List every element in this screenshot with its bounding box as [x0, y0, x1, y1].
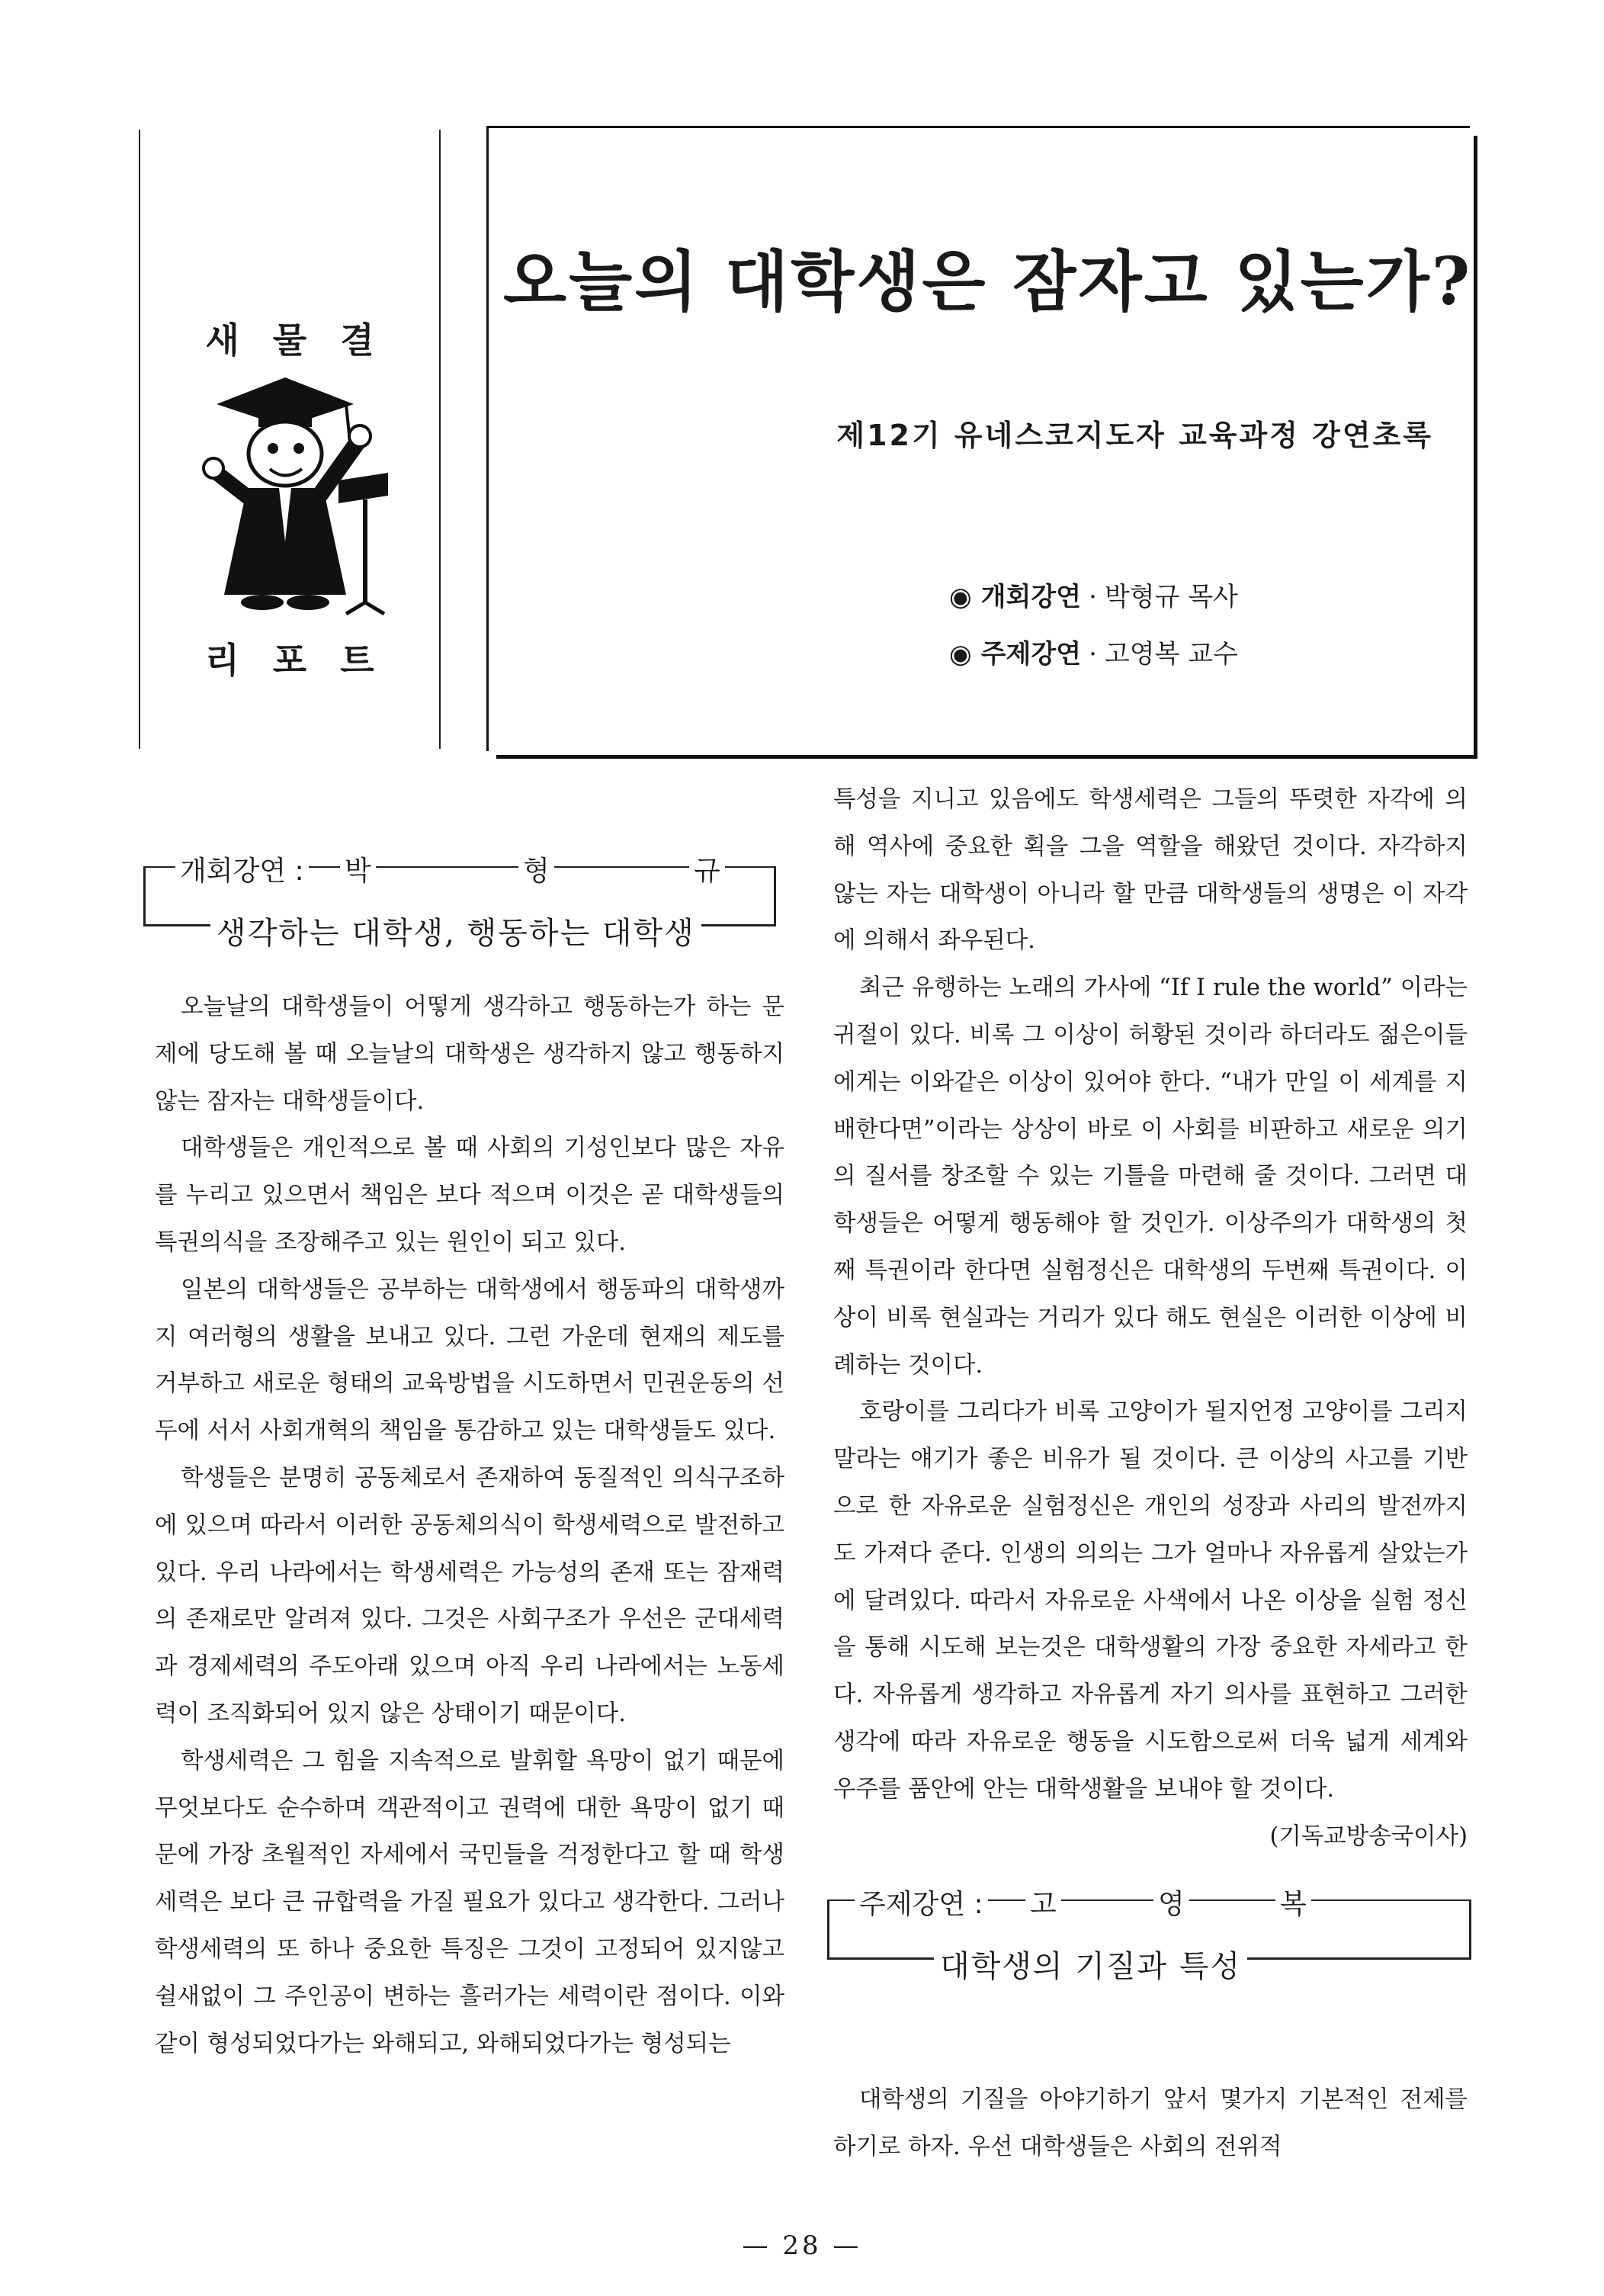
author-credit: (기독교방송국이사): [1269, 1822, 1468, 1850]
lecture-credit-keynote: [949, 633, 1238, 670]
lecture-credit-opening: [949, 576, 1238, 613]
lecture-person: 박형규 목사: [1104, 582, 1238, 612]
paragraph-text: 호랑이를 그리다가 비록 고양이가 될지언정 고양이를 그리지 말라는 얘기가 좋은 비유가 될 것이다. 큰 이상의 사고를 기반으로 한 자유로운 실험정신은 개인의 성장과 사리의 발전까지도 가져다 준다. 인생의 의의는 그가 얼마나 자유롭게 살았는가에 달려있다. 따라서 자유로운 사색에서 나온 이상을 실험 정신을 통해 시도해 보는것은 대학생활의 가장 중요한 자세라고 한다. 자유롭게 생각하고 자유롭게 자기 의사를 표현하고 그러한 생각에 따라 자유로운 행동을 시도함으로써 더욱 넓게 세계와 우주를 품안에 안는 대학생활을 보내야 할 것이다.: [833, 1398, 1468, 1803]
right-column-bottom-text: [833, 2076, 1468, 2171]
lecture-person: 고영복 교수: [1104, 639, 1238, 670]
lecture-separator: ·: [1089, 639, 1097, 670]
speaker-char: 복: [1275, 1883, 1311, 1922]
paragraph: 학생세력은 그 힘을 지속적으로 발휘할 욕망이 없기 때문에 무엇보다도 순수하며 객관적이고 권력에 대한 욕망이 없기 때문에 가장 초월적인 자세에서 국민들을 걱정한다고 할 때 학생세력은 보다 큰 규합력을 가질 필요가 있다고 생각한다. 그러나 학생세력의 또 하나 중요한 특징은 그것이 고정되어 있지않고 쉴새없이 그 주인공이 변하는 흘러가는 세력이란 점이다. 이와같이 형성되었다가는 와해되고, 와해되었다가는 형성되는: [155, 1747, 784, 2057]
section-label: 개회강연 :: [175, 849, 309, 888]
speaker-char: 영: [1153, 1883, 1189, 1922]
paragraph: 특성을 지니고 있음에도 학생세력은 그들의 뚜렷한 자각에 의해 역사에 중요한 획을 그을 역할을 해왔던 것이다. 자각하지 않는 자는 대학생이 아니라 할 만큼 대학생들의 생명은 이 자각에 의해서 좌우된다.: [833, 786, 1468, 955]
section-label: 주제강연 :: [855, 1883, 988, 1922]
lecture-kind: 개회강연: [980, 582, 1082, 612]
article-title: 오늘의 대학생은 잠자고 있는가?: [503, 243, 1473, 320]
lecture-separator: ·: [1089, 582, 1097, 612]
paragraph: 일본의 대학생들은 공부하는 대학생에서 행동파의 대학생까지 여러형의 생활을 보내고 있다. 그런 가운데 현재의 제도를 거부하고 새로운 형태의 교육방법을 시도하면서 민권운동의 선두에 서서 사회개혁의 책임을 통감하고 있는 대학생들도 있다.: [155, 1276, 784, 1445]
header-bracket-left: [827, 1899, 829, 1959]
speaker-char: 규: [689, 849, 725, 888]
paragraph: 학생들은 분명히 공동체로서 존재하여 동질적인 의식구조하에 있으며 따라서 이러한 공동체의식이 학생세력으로 발전하고 있다. 우리 나라에서는 학생세력은 가능성의 존재 또는 잠재력의 존재로만 알려져 있다. 그것은 사회구조가 우선은 군대세력과 경제세력의 주도아래 있으며 아직 우리 나라에서는 노동세력이 조직화되어 있지 않은 상태이기 때문이다.: [155, 1464, 784, 1727]
article-subtitle: 제12기 유네스코지도자 교육과정 강연초록: [836, 419, 1433, 452]
bullet-icon: ◉: [949, 582, 972, 612]
paragraph: [833, 1389, 1468, 1850]
paragraph: 대학생들은 개인적으로 볼 때 사회의 기성인보다 많은 자유를 누리고 있으면서 책임은 보다 적으며 이것은 곧 대학생들의 특권의식을 조장해주고 있는 원인이 되고 있다.: [155, 1135, 784, 1256]
paragraph: 대학생의 기질을 아야기하기 앞서 몇가지 기본적인 전제를 하기로 하자. 우선 대학생들은 사회의 전위적: [833, 2086, 1468, 2160]
speaker-char: 형: [518, 849, 554, 888]
right-column-text: [833, 776, 1468, 1860]
header-bracket-right: [774, 866, 776, 926]
series-title-top: 새물결: [205, 320, 408, 361]
series-title-bottom: 리포트: [205, 640, 408, 681]
section-header-opening: [143, 839, 776, 953]
section-topic: 대학생의 기질과 특성: [934, 1942, 1247, 1986]
speaker-char: 박: [340, 849, 376, 888]
graduate-mascot-icon: [194, 351, 392, 625]
left-column-text: [155, 984, 784, 2067]
header-bracket-right: [1469, 1899, 1471, 1959]
section-topic: 생각하는 대학생, 행동하는 대학생: [210, 909, 701, 952]
series-box: [139, 130, 441, 749]
section-header-keynote: [827, 1872, 1471, 1986]
bullet-icon: ◉: [949, 639, 972, 670]
header-bracket-left: [143, 866, 146, 926]
paragraph: 최근 유행하는 노래의 가사에 “If I rule the world” 이라는 귀절이 있다. 비록 그 이상이 허황된 것이라 하더라도 젊은이들에게는 이와같은 이상이 있어야 한다. “내가 만일 이 세계를 지배한다면”이라는 상상이 바로 이 사회를 비판하고 새로운 의기의 질서를 창조할 수 있는 기틀을 마련해 줄 것이다. 그러면 대학생들은 어떻게 행동해야 할 것인가. 이상주의가 대학생의 첫째 특권이라 한다면 실험정신은 대학생의 두번째 특권이다. 이상이 비록 현실과는 거리가 있다 해도 현실은 이러한 이상에 비례하는 것이다.: [833, 975, 1468, 1379]
speaker-char: 고: [1025, 1883, 1061, 1922]
paragraph: 오늘날의 대학생들이 어떻게 생각하고 행동하는가 하는 문제에 당도해 볼 때 오늘날의 대학생은 생각하지 않고 행동하지 않는 잠자는 대학생들이다.: [155, 994, 784, 1115]
lecture-kind: 주제강연: [980, 639, 1082, 670]
page-number: — 28 —: [742, 2230, 862, 2261]
